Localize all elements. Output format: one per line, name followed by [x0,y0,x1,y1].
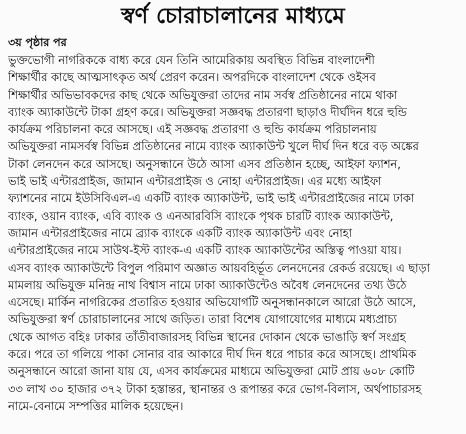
body-line: শিক্ষার্থীর কাছে আত্মসাৎকৃত অর্থ প্রেরণ করেন। অপরদিকে বাংলাদেশ থেকে ওইসব [8,70,376,85]
body-line: এসেছে। মার্কিন নাগরিকের প্রতারিত হওয়ার অভিযোগটি অনুসন্ধানকালে আরো উঠে আসে, [8,295,417,310]
body-line: টাকা লেনদেন করে আসছে। অনুসন্ধানে উঠে আসা এসব প্রতিষ্ঠান হচ্ছে, আইফা ফ্যাশন, [8,156,401,171]
body-line: শিক্ষার্থীর অভিভাবকদের কাছ থেকে অভিযুক্তরা তাদের নাম সর্বস্ব প্রতিষ্ঠানের নামে থাকা [8,87,398,102]
article-body [8,52,460,415]
body-line: ভুক্তভোগী নাগরিককে বাধ্য করে যেন তিনি আমেরিকায় অবস্থিত বিভিন্ন বাংলাদেশী [8,53,375,67]
body-line: অভিযুক্তরা নামসর্বস্ব বিভিন্ন প্রতিষ্ঠানের নামে ব্যাংক অ্যাকাউন্ট খুলে দীর্ঘ দিন ধরে বড় অঙ্কের [8,139,419,154]
body-line: নামে-বেনামে সম্পত্তির মালিক হয়েছেন। [8,398,184,413]
body-line: ফ্যাশনের নামে ইউসিবিএল-এ একটি ব্যাংক অ্যাকাউন্ট, ভাই ভাই এন্টারপ্রাইজের নামে ঢাকা [8,191,415,206]
body-line: করে। পরে তা গলিয়ে পাকা সোনার বার আকারে দীর্ঘ দিন ধরে পাচার করে আসছে। প্রাথমিক [8,347,417,362]
body-line: ভাই ভাই এন্টারপ্রাইজ, জামান এন্টারপ্রাইজ ও নোহা এন্টারপ্রাইজ। এর মধ্যে আইফা [8,174,382,189]
continued-from-label: ৩য় পৃষ্ঠার পর [8,36,67,49]
body-line: ব্যাংক, ওয়ান ব্যাংক, এবি ব্যাংক ও এনআরবিসি ব্যাংকে পৃথক চারটি ব্যাংক অ্যাকাউন্ট, [8,208,394,223]
body-line: অভিযুক্তরা স্বর্ণ চোরাচালানের সাথে জড়িত। তারা বিশেষ যোগাযোগের মাধ্যমে মধ্যপ্রাচ্য [8,312,397,327]
body-line: মামলায় অভিযুক্ত মনিন্দ্র নাথ বিশ্বাস নামে ঢাকা অ্যাকাউন্টেও অবৈধ লেনদেনের তথ্য উঠে [8,277,407,292]
headline: স্বর্ণ চোরাচালানের মাধ্যমে [121,4,345,29]
body-line: অনুসন্ধানে আরো জানা যায় যে, এসব কার্যক্রমের মাধ্যমে অভিযুক্তরা মোট প্রায় ৬০৮ কোটি [8,364,415,379]
body-line: ৩৩ লাখ ৩০ হাজার ৩৭২ টাকা হস্তান্তর, স্থানান্তর ও রূপান্তর করে ভোগ-বিলাস, অর্থপাচারসহ [8,381,422,396]
body-line: থেকে আগত বহিঃ ঢাকার তাঁতীবাজারসহ বিভিন্ন স্থানের দোকান থেকে ভাঙাড়ি স্বর্ণ সংগ্রহ [8,329,406,344]
body-line: এসব ব্যাংক অ্যাকাউন্টে বিপুল পরিমাণ অজ্ঞাত আয়বহির্ভূত লেনদেনের রেকর্ড রয়েছে। এ ছাড়া [8,260,430,275]
body-line: এন্টারপ্রাইজের নামে সাউথ-ইস্ট ব্যাংক-এ একটি ব্যাংক অ্যাকাউন্টের অস্তিত্ব পাওয়া যায়। [8,243,402,258]
body-line: জামান এন্টারপ্রাইজের নামে ব্র্যাক ব্যাংকে একটি ব্যাংক অ্যাকাউন্ট এবং নোহা [8,225,352,240]
body-line: কার্যক্রম পরিচালনা করে আসছে। এই সজ্ঞবদ্ধ প্রতারণা ও হুন্ডি কার্যক্রম পরিচালনায় [8,122,377,137]
body-line: ব্যাংক অ্যাকাউন্টে টাকা গ্রহণ করে। অভিযুক্তরা সজ্ঞবদ্ধ প্রতারণা ছাড়াও দীর্ঘদিন ধরে হুন্ডি [8,104,407,119]
